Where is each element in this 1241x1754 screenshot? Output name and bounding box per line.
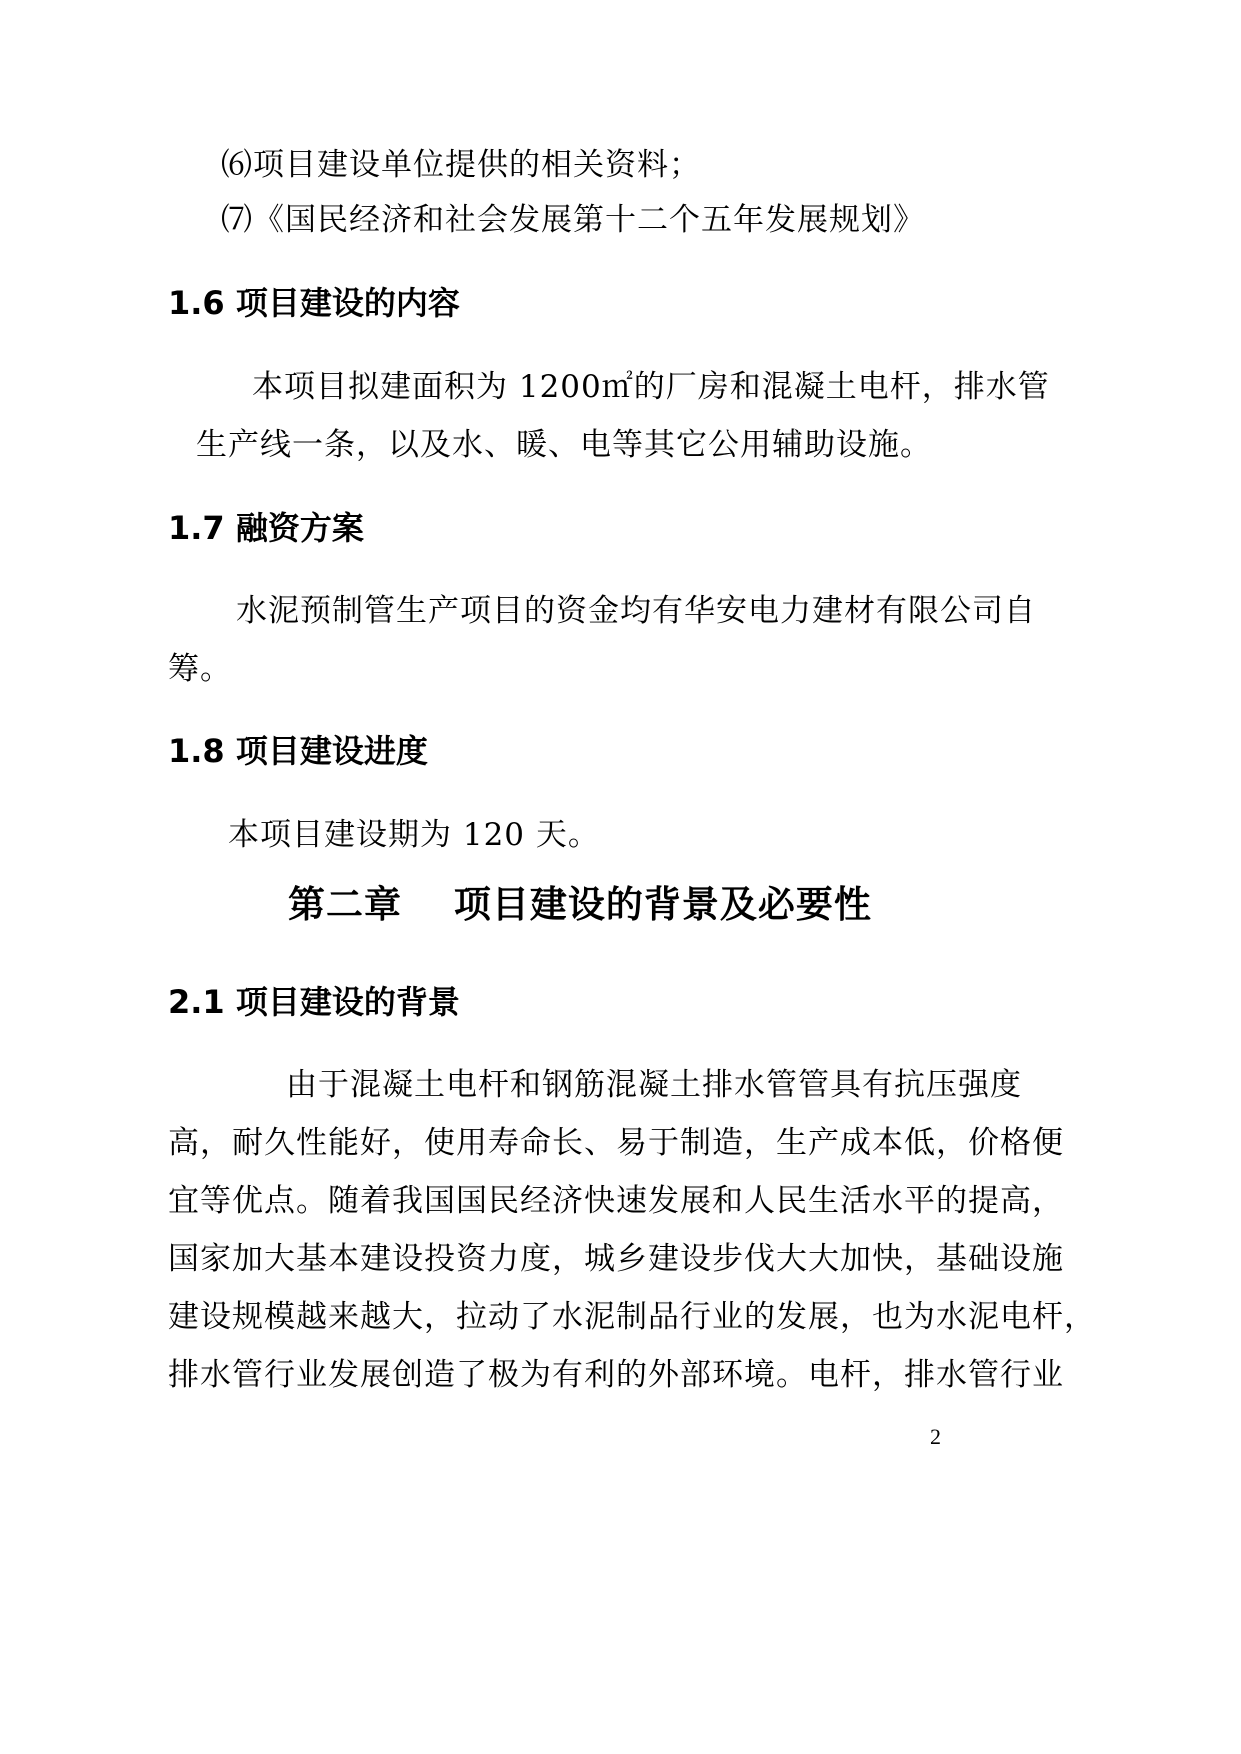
paragraph-line: 生产线一条，以及水、暖、电等其它公用辅助设施。 — [196, 427, 932, 463]
section-heading-1-8: 1.8 项目建设进度 — [168, 732, 428, 770]
paragraph-line: 由于混凝土电杆和钢筋混凝土排水管管具有抗压强度 — [286, 1067, 1022, 1103]
paragraph-line: 水泥预制管生产项目的资金均有华安电力建材有限公司自 — [236, 593, 1036, 629]
paragraph-line: 筹。 — [168, 651, 232, 687]
basis-item-7: ⑺《国民经济和社会发展第十二个五年发展规划》 — [221, 202, 925, 238]
section-heading-1-7: 1.7 融资方案 — [168, 509, 364, 547]
chapter-title: 第二章 项目建设的背景及必要性 — [288, 883, 872, 926]
section-heading-2-1: 2.1 项目建设的背景 — [168, 983, 460, 1021]
paragraph-line: 建设规模越来越大，拉动了水泥制品行业的发展，也为水泥电杆， — [168, 1299, 1096, 1335]
paragraph-line: 本项目拟建面积为 1200㎡的厂房和混凝土电杆，排水管 — [252, 369, 1050, 405]
paragraph-line: 本项目建设期为 120 天。 — [228, 817, 600, 853]
basis-item-6: ⑹项目建设单位提供的相关资料； — [221, 147, 701, 183]
paragraph-line: 国家加大基本建设投资力度，城乡建设步伐大大加快，基础设施 — [168, 1241, 1064, 1277]
page-number: 2 — [930, 1424, 941, 1449]
section-heading-1-6: 1.6 项目建设的内容 — [168, 284, 460, 322]
paragraph-line: 宜等优点。随着我国国民经济快速发展和人民生活水平的提高， — [168, 1183, 1064, 1219]
paragraph-line: 高，耐久性能好，使用寿命长、易于制造，生产成本低，价格便 — [168, 1125, 1064, 1161]
paragraph-line: 排水管行业发展创造了极为有利的外部环境。电杆，排水管行业 — [168, 1357, 1064, 1393]
